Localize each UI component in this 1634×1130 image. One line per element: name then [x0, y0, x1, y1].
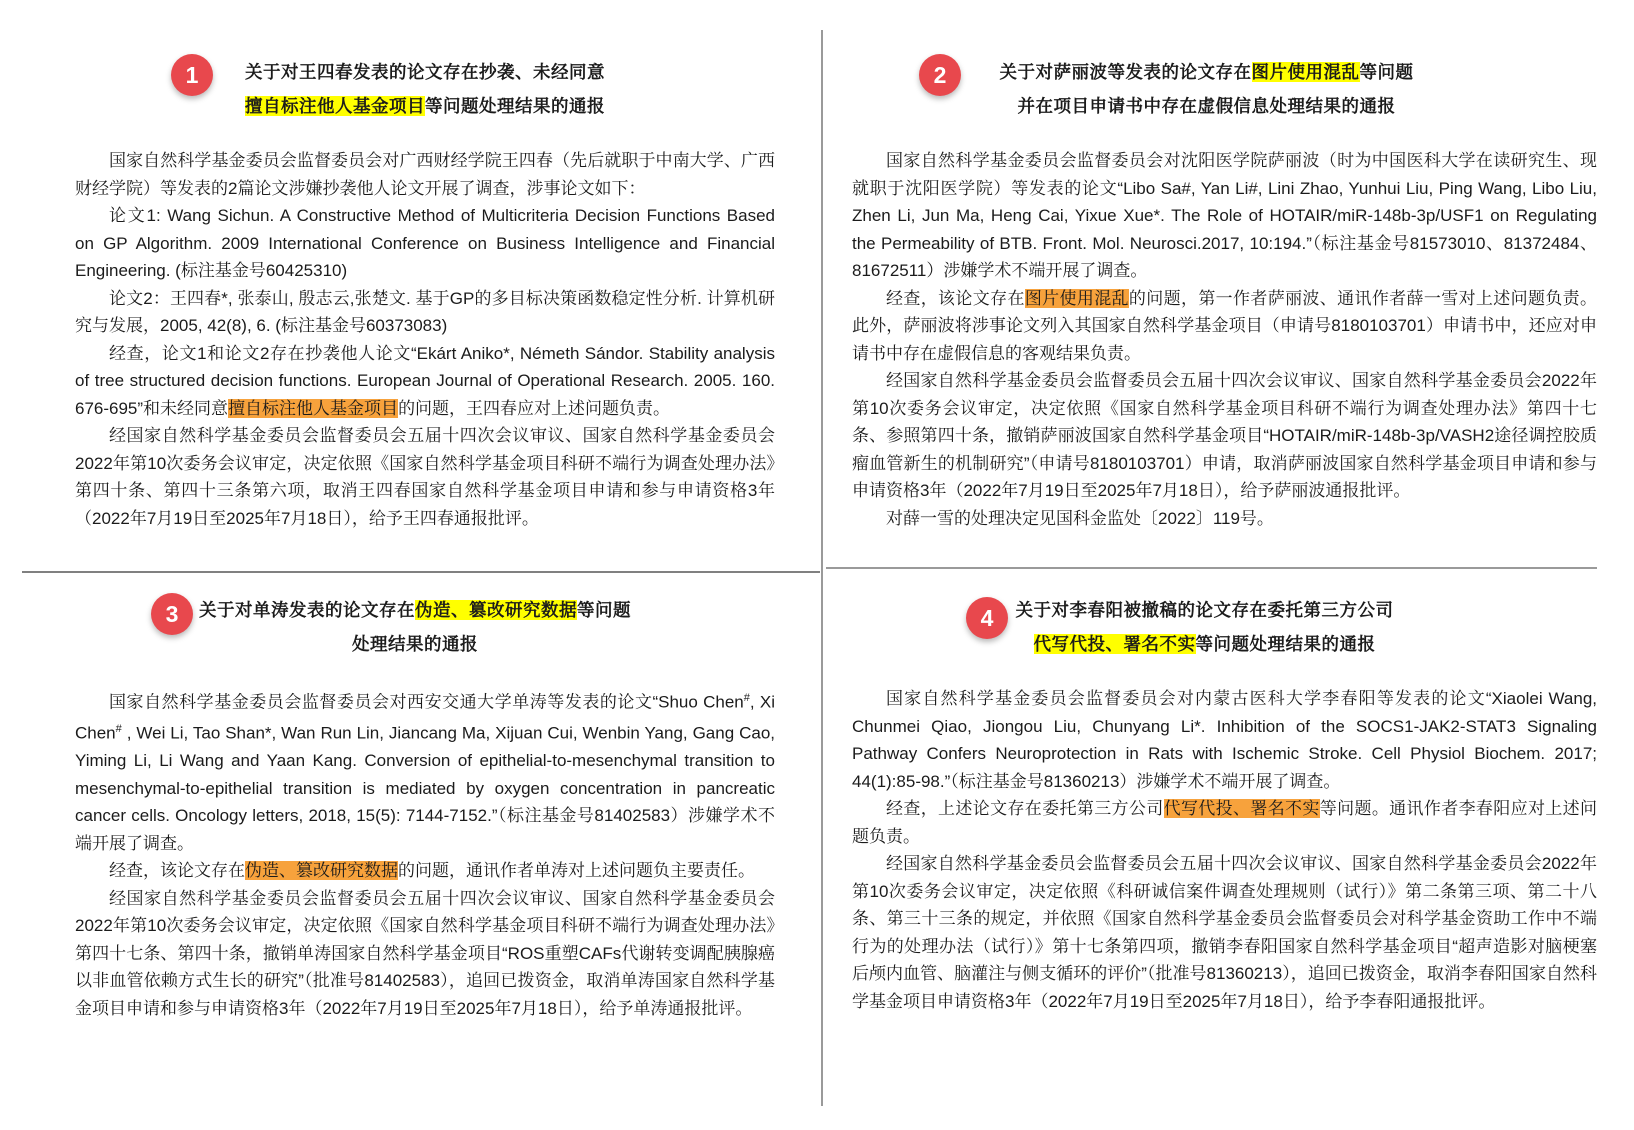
- paragraph: [75, 685, 775, 857]
- text-segment: 对薛一雪的处理决定见国科金监处〔2022〕119号。: [886, 508, 1274, 528]
- highlighted-text: 伪造、篡改研究数据: [415, 600, 577, 620]
- text-segment: 经查，该论文存在: [886, 288, 1025, 308]
- text-segment: 等问题处理结果的通报: [425, 96, 605, 116]
- notice-4-title: [852, 593, 1597, 661]
- text-segment: 的问题，通讯作者单涛对上述问题负主要责任。: [398, 861, 755, 881]
- paragraph: [75, 285, 775, 340]
- text-segment: #: [115, 723, 122, 736]
- highlighted-text: 擅自标注他人基金项目: [228, 398, 399, 418]
- paragraph: [852, 367, 1597, 505]
- paragraph: [75, 885, 775, 1023]
- text-segment: 关于对单涛发表的论文存在: [199, 600, 415, 620]
- text-segment: 经国家自然科学基金委员会监督委员会五届十四次会议审议、国家自然科学基金委员会2022年第10次委务会议审定，决定依照《科研诚信案件调查处理规则（试行）》第二条第三项、第二十八条、第三十三条的规定，并依照《国家自然科学基金委员会监督委员会对科学基金资助工作中不端行为的处理办法（试行）》第十七条第四项，撤销李春阳国家自然科学基金项目“超声造影对脑梗塞后颅内血管、脑灌注与侧支循环的评价”（批准号81360213），追回已拨资金，取消李春阳国家自然科学基金项目申请资格3年（2022年7月19日至2025年7月18日），给予李春阳通报批评。: [852, 854, 1597, 1011]
- text-segment: 等问题: [577, 600, 631, 620]
- text-segment: , Xi Chen: [75, 692, 775, 743]
- vertical-divider: [821, 30, 823, 1106]
- highlighted-text: 伪造、篡改研究数据: [245, 861, 398, 881]
- text-segment: 并在项目申请书中存在虚假信息处理结果的通报: [1017, 96, 1396, 116]
- highlighted-text: 图片使用混乱: [1251, 62, 1360, 82]
- notice-2-body: [852, 147, 1597, 532]
- paragraph: [852, 795, 1597, 850]
- text-segment: 论文2：王四春*, 张泰山, 殷志云,张楚文. 基于GP的多目标决策函数稳定性分析. 计算机研究与发展，2005, 42(8), 6. (标注基金号60373083): [75, 288, 775, 335]
- text-segment: 国家自然科学基金委员会监督委员会对西安交通大学单涛等发表的论文“Shuo Chen: [109, 692, 744, 712]
- paragraph: [852, 505, 1597, 533]
- notice-4-body: [852, 685, 1597, 1015]
- text-segment: 经国家自然科学基金委员会监督委员会五届十四次会议审议、国家自然科学基金委员会2022年第10次委务会议审定，决定依照《国家自然科学基金项目科研不端行为调查处理办法》第四十七条、参照第四十条，撤销萨丽波国家自然科学基金项目“HOTAIR/miR-148b-3p/VASH2途径调控胶质瘤血管新生的机制研究”（申请号8180103701）申请，取消萨丽波国家自然科学基金项目申请和参与申请资格3年（2022年7月19日至2025年7月18日），给予萨丽波通报批评。: [852, 371, 1597, 500]
- text-segment: 国家自然科学基金委员会监督委员会对沈阳医学院萨丽波（时为中国医科大学在读研究生、现就职于沈阳医学院）等发表的论文“Libo Sa#, Yan Li#, Lini Zhao, Yunhui Liu, Ping Wang, Libo Liu, Zhen Li, Jun Ma, Heng Cai, Yixue Xue*. The Role of HOTAIR/miR-148b-3p/USF1 on Regulating the Permeability of BTB. Front. Mol. Neurosci.2017, 10:194.”（标注基金号81573010、81372484、81672511）涉嫌学术不端开展了调查。: [852, 151, 1597, 280]
- text-segment: 等问题: [1359, 62, 1414, 82]
- paragraph: [852, 685, 1597, 795]
- notice-section-2: [852, 50, 1597, 532]
- highlighted-text: 图片使用混乱: [1024, 288, 1129, 308]
- text-segment: 等问题。通讯作者李春阳应对上述问题负责。: [852, 799, 1598, 846]
- paragraph: [852, 147, 1597, 285]
- text-segment: 论文1: Wang Sichun. A Constructive Method of Multicriteria Decision Functions Based on GP Algorithm. 2009 International Conference on Business Intelligence and Financial Engineering. (标注基金号60425310): [75, 206, 775, 280]
- title-line: [75, 89, 775, 123]
- title-line: [852, 627, 1557, 661]
- notice-section-1: [75, 50, 775, 532]
- notice-4-number-badge: 4: [966, 597, 1008, 639]
- text-segment: 国家自然科学基金委员会监督委员会对广西财经学院王四春（先后就职于中南大学、广西财经学院）等发表的2篇论文涉嫌抄袭他人论文开展了调查，涉事论文如下：: [75, 151, 775, 198]
- notice-1-number-badge: 1: [171, 54, 213, 96]
- text-segment: 等问题处理结果的通报: [1195, 634, 1376, 654]
- horizontal-divider-left: [22, 571, 820, 573]
- text-segment: 关于对王四春发表的论文存在抄袭、未经同意: [245, 62, 605, 82]
- highlighted-text: 擅自标注他人基金项目: [245, 96, 425, 116]
- text-segment: 经国家自然科学基金委员会监督委员会五届十四次会议审议、国家自然科学基金委员会2022年第10次委务会议审定，决定依照《国家自然科学基金项目科研不端行为调查处理办法》第四十七条、第四十条，撤销单涛国家自然科学基金项目“ROS重塑CAFs代谢转变调配胰腺癌以非血管依赖方式生长的研究”（批准号81402583），追回已拨资金，取消单涛国家自然科学基金项目申请和参与申请资格3年（2022年7月19日至2025年7月18日），给予单涛通报批评。: [75, 888, 775, 1018]
- notice-section-3: [75, 588, 775, 1022]
- paragraph: [75, 340, 775, 423]
- text-segment: 的问题，第一作者萨丽波、通讯作者薛一雪对上述问题负责。此外，萨丽波将涉事论文列入其国家自然科学基金项目（申请号8180103701）申请书中，还应对申请书中存在虚假信息的客观结果负责。: [852, 288, 1598, 363]
- notice-3-body: [75, 685, 775, 1022]
- text-segment: 经查，上述论文存在委托第三方公司: [886, 799, 1164, 818]
- text-segment: 经查，论文1和论文2存在抄袭他人论文“Ekárt Aniko*, Németh Sándor. Stability analysis of tree structured decision functions. European Journal of Operational Research. 2005. 160. 676-695”和未经同意: [75, 343, 775, 418]
- text-segment: 关于对李春阳被撤稿的论文存在委托第三方公司: [1015, 600, 1394, 620]
- text-segment: 经国家自然科学基金委员会监督委员会五届十四次会议审议、国家自然科学基金委员会2022年第10次委务会议审定，决定依照《国家自然科学基金项目科研不端行为调查处理办法》第四十条、第四十三条第六项，取消王四春国家自然科学基金项目申请和参与申请资格3年（2022年7月19日至2025年7月18日），给予王四春通报批评。: [75, 426, 775, 528]
- notice-3-number-badge: 3: [151, 593, 193, 635]
- notice-1-body: [75, 147, 775, 532]
- paragraph: [852, 850, 1597, 1015]
- text-segment: 国家自然科学基金委员会监督委员会对内蒙古医科大学李春阳等发表的论文“Xiaolei Wang, Chunmei Qiao, Jiongou Liu, Chunyang Li*. Inhibition of the SOCS1-JAK2-STAT3 Signaling Pathway Confers Neuroprotection in Rats with Ischemic Stroke. Cell Physiol Biochem. 2017; 44(1):85-98.”（标注基金号81360213）涉嫌学术不端开展了调查。: [852, 689, 1597, 791]
- paragraph: [75, 857, 775, 885]
- paragraph: [75, 202, 775, 285]
- text-segment: , Wei Li, Tao Shan*, Wan Run Lin, Jiancang Ma, Xijuan Cui, Wenbin Yang, Gang Cao, Yiming Li, Li Wang and Yaan Kang. Conversion of epithelial-to-mesenchymal transition to mesenchymal-to-epithelial transition is mediated by oxygen concentration in pancreatic cancer cells. Oncology letters, 2018, 15(5): 7144-7152.”（标注基金号81402583）涉嫌学术不端开展了调查。: [75, 723, 775, 853]
- horizontal-divider-right: [826, 567, 1597, 569]
- notice-2-number-badge: 2: [919, 54, 961, 96]
- title-line: [852, 89, 1561, 123]
- paragraph: [75, 422, 775, 532]
- notice-section-4: [852, 588, 1597, 1015]
- text-segment: 关于对萨丽波等发表的论文存在: [999, 62, 1252, 82]
- text-segment: 处理结果的通报: [352, 634, 478, 654]
- text-segment: 的问题，王四春应对上述问题负责。: [398, 398, 671, 418]
- highlighted-text: 代写代投、署名不实: [1163, 799, 1320, 818]
- title-line: [852, 593, 1557, 627]
- text-segment: #: [743, 692, 750, 704]
- notice-2-title: [852, 55, 1597, 123]
- paragraph: [75, 147, 775, 202]
- paragraph: [852, 285, 1597, 368]
- text-segment: 经查，该论文存在: [109, 861, 245, 881]
- highlighted-text: 代写代投、署名不实: [1033, 634, 1196, 654]
